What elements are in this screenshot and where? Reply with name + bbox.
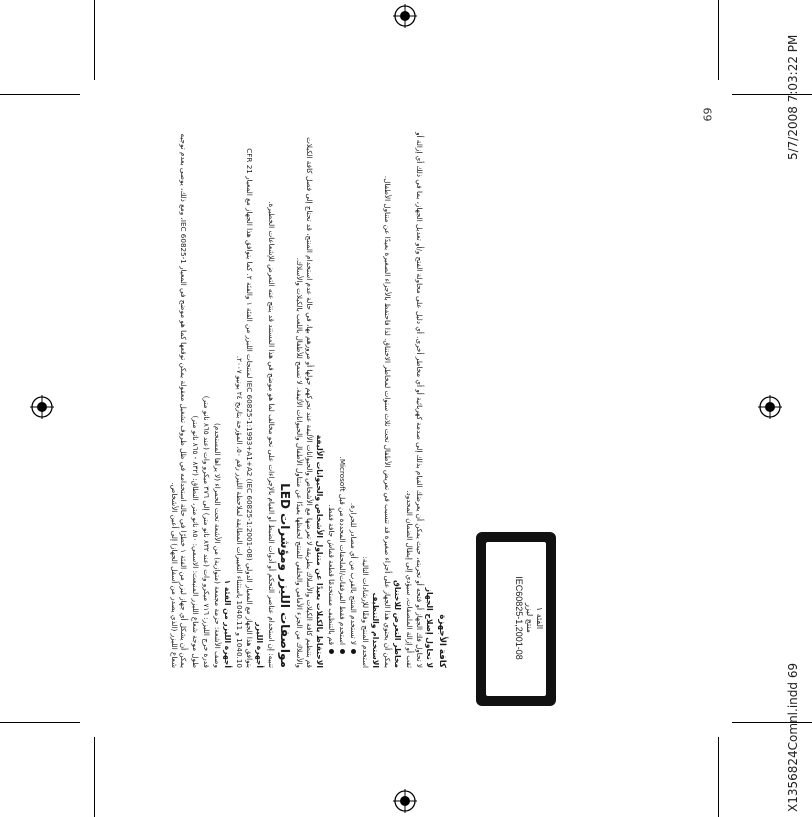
list-item-text: لا تستخدم المنتج بالقرب من أي مصادر للحرارة. (349, 502, 359, 645)
crop-mark (0, 94, 80, 95)
label-text (514, 548, 544, 688)
subtitle-use: الاستخدام والتنظيف (370, 592, 380, 668)
label-standard-code: IEC60825-1,2001-08 (514, 576, 524, 660)
list-item-text: قم بالتنظيف مستخدمًا قطعة قماش جافة فقط. (326, 504, 336, 645)
subtitle-choking: مخاطر التعرض للاختناق (393, 580, 403, 668)
slug-filename: X1356824Comnl.indd 69 (786, 662, 800, 812)
list-item (327, 128, 336, 654)
slug-timestamp: 5/7/2008 7:03:22 PM (786, 34, 800, 160)
crop-mark (732, 94, 812, 95)
bullet-icon (351, 649, 356, 654)
paragraph-class1-note: يمكن أن يشكل أي جهاز ليزر من الفئة ١ خطرًا في حالة استخدامه في ظل ظروف تشغيل معقولة يمكن توقعها كما هو موضح في المعيار IEC 60825-1، ومع ذلك، يوصى بعدم توجيه شعاع الليزر (الذي يصدر من أسفل الجهاز) إلى أعين الأشخاص. (170, 133, 189, 668)
crop-mark (0, 722, 80, 723)
registration-target-icon (30, 395, 54, 419)
paragraph-repair: لا تحاول فك الجهاز أو فتحه أو تجربته، حيث يمكن أن يعرضك القيام بذلك إلى صدمة كهربائية أو أي مخاطر أخرى. أي دليل على محاولة الفتح و/أو تعديل الجهاز، بما في ذلك أي إزالة أو ثقب أو إزالة الملصقات، سيؤدي إلى إبطال الضمان المحدود. (405, 132, 424, 668)
paragraph-use-intro: استخدم المنتج وفقًا للإرشادات التالية: (360, 556, 370, 668)
use-bullet-list (327, 128, 359, 654)
label-product: منتج ليزر (525, 603, 534, 633)
label-class: الفئة ١ (535, 606, 544, 630)
crop-mark (94, 737, 95, 817)
bullet-icon (340, 649, 345, 654)
led-section-title: مواصفات الليزر ومؤشرات LED (278, 483, 293, 668)
crop-mark (94, 0, 95, 80)
document-body (130, 128, 446, 668)
paragraph-cables: قم بتنظيم كافة الكبلات والأسلاك بطريقة لا تعرضها مع الأشخاص والحيوانات الأليفة عند تحركهم حولها أو مرورهم بها، في حالة عدم استخدام المنتج، قد تحتاج إلى فصل كافة الكبلات والأسلاك من الجزء الأمامي والخلفي للمنتج لحفظها بعيدًا عن متناول الأطفال والحيوانات الأليفة. لا تسمح للأطفال باللعب بالكبلات والأسلاك. (295, 137, 314, 668)
paragraph-class1-wavelength: طول موجة شعاع الليزر المنبعث: الاسمي: ٨٥٠ نانو متر، النطاق: (٨٣٢ - ٨٦٥ نانو متر) (190, 415, 200, 668)
paragraph-class1-description: وصف الأشعة: حزمة مجمعة (متوازية) من الأشعة تحت الحمراء (لا يراها المستخدم) (212, 423, 222, 668)
subtitle-cables: الاحتفاظ بالكبلات بعيدًا عن متناول الأشخاص والحيوانات الأليفة (314, 434, 324, 668)
paragraph-class1-power: قدرة خرج الليزر: ٧١٦ ميكرو وات (عند ٨٣٢ نانو متر) إلى ٣٧٦ ميكرو وات (عند ٨٦٥ نانو متر) (201, 395, 211, 668)
crop-mark (718, 737, 719, 817)
paragraph-choking: يمكن أن يحتوي هذا الجهاز على أجزاء صغيرة قد تتسبب في تعريض الأطفال تحت ثلاث سنوات لمخاطر الاختناق. لذا فاحتفظ بالأجزاء الصغيرة بعيدًا عن متناول الأطفال. (382, 175, 392, 668)
paragraph-laser: يتوافق هذا الجهاز مع المعيار الدولي (IEC 60825-1:1993+A1+A2 (IEC 60825-1:2001-08 لمنتجات الليزر من الفئة ١ والفئة ٢. كما يتوافق هذا الجهاز مع المعيار 21 CFR 1040.10 و 1040.11 باستثناء التغييرات المطابقة لملاحظة الليزر رقم ٥٠، المؤرخة بتاريخ ٢٤ يونيو ٢٠٠٧. (235, 148, 254, 668)
subtitle-class1: أجهزة الليزر من الفئة ١ (223, 579, 233, 668)
list-item (349, 128, 358, 654)
paragraph-led-warning: تنبيه: إن استخدام عناصر التحكم أو أدوات الضبط أو القيام بالإجراءات على نحو مخالف لما هو موضح في هذا المستند قد ينتج عنه التعرض للإشعاعات الخطيرة. (266, 201, 276, 668)
registration-target-icon (758, 395, 782, 419)
list-item (338, 128, 347, 654)
section-title: كافة الأجهزة (437, 614, 447, 668)
crop-mark (718, 0, 719, 80)
subtitle-laser: أجهزة الليزر (254, 622, 264, 668)
registration-target-icon (393, 789, 417, 813)
label-inner (486, 542, 546, 696)
crop-mark (732, 722, 812, 723)
page-number: 69 (700, 107, 714, 122)
subtitle-repair: لا تحاول إصلاح الجهاز (424, 587, 434, 668)
laser-product-label (476, 532, 556, 706)
list-item-text: استخدم فقط المرفقات/الملحقات المحددة من قبل Microsoft. (338, 456, 348, 645)
registration-target-icon (393, 4, 417, 28)
bullet-icon (329, 649, 334, 654)
